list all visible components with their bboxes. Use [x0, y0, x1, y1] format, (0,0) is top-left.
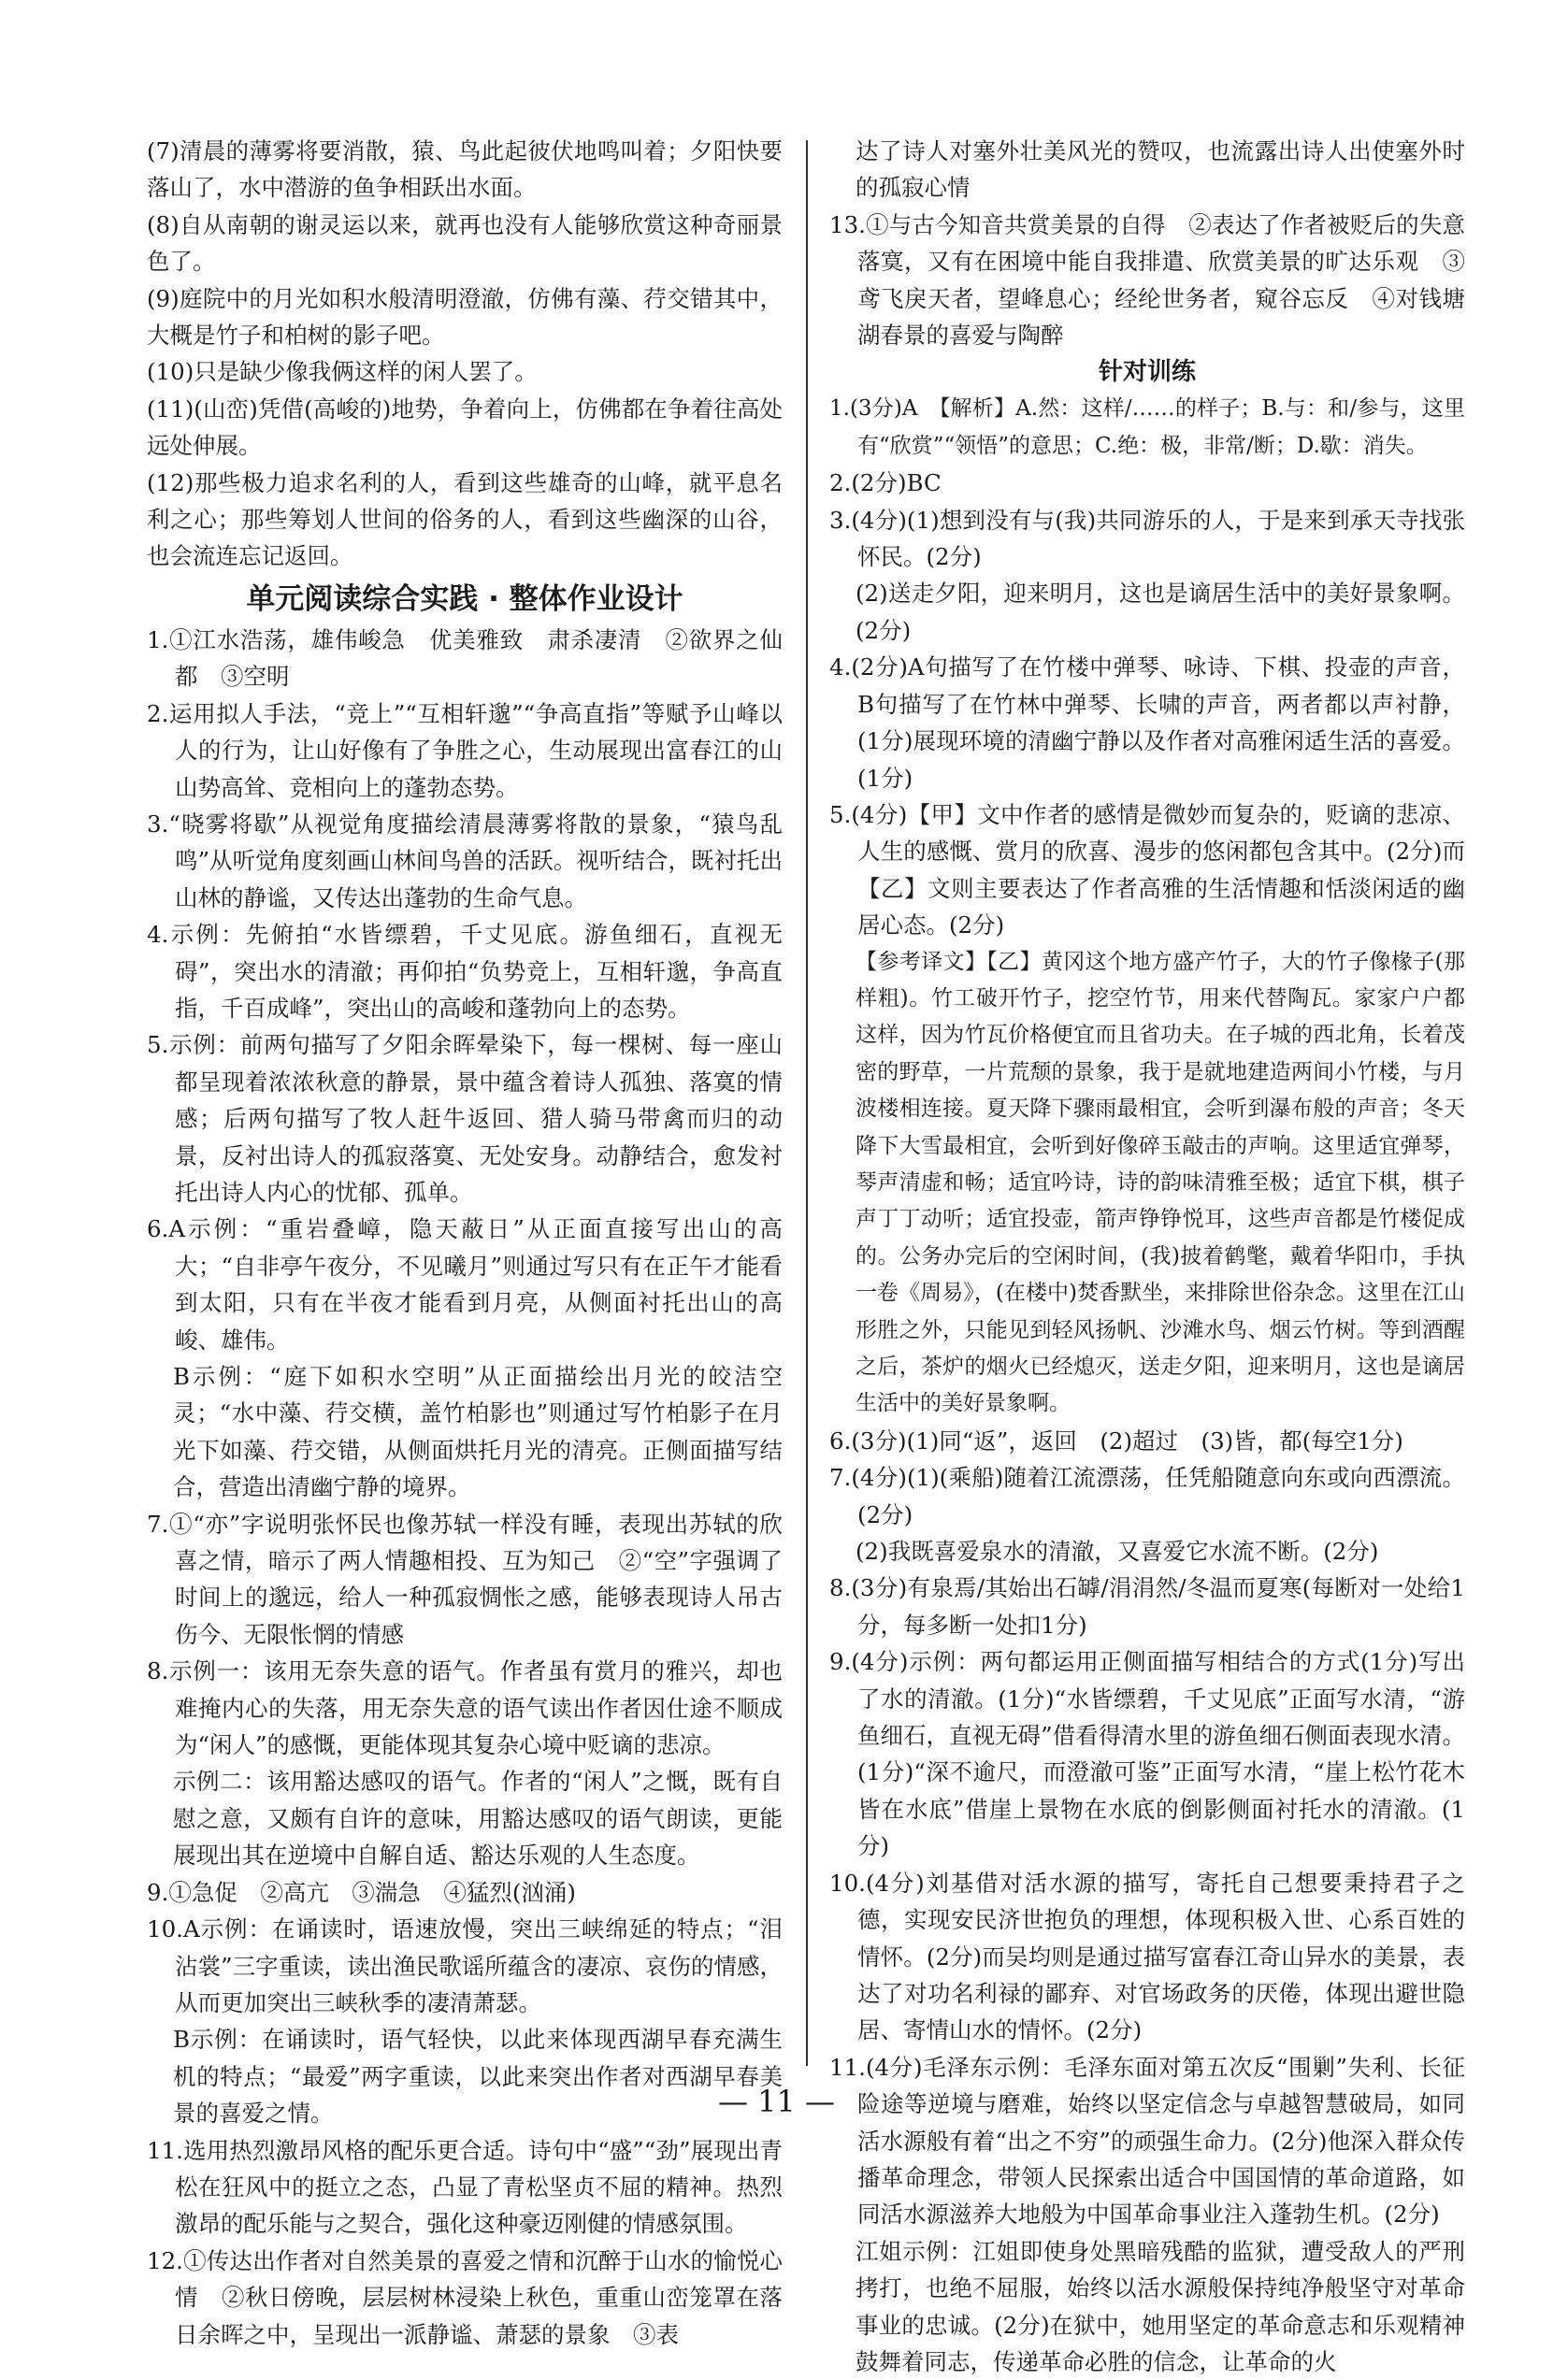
answer-paragraph: 2.运用拟人手法，“竞上”“互相轩邈”“争高直指”等赋予山峰以人的行为，让山好像有了争胜之心，生动展现出富春江的山山势高耸、竞相向上的蓬勃态势。: [147, 699, 783, 801]
left-column: [147, 133, 783, 2353]
answer-paragraph: 9.①急促 ②高亢 ③湍急 ④猛烈(汹涌): [147, 1878, 576, 1906]
answer-paragraph: 7.①“亦”字说明张怀民也像苏轼一样没有睡，表现出苏轼的欣喜之情，暗示了两人情趣相投、互为知己 ②“空”字强调了时间上的邈远，给人一种孤寂惆怅之感，能够表现诗人吊古伤今、无限怅惘的情感: [147, 1510, 783, 1648]
answer-paragraph: (9)庭院中的月光如积水般清明澄澈，仿佛有藻、荇交错其中，大概是竹子和柏树的影子吧。: [147, 284, 783, 350]
page-number: — 11 —: [717, 2084, 836, 2119]
answer-paragraph: 3.(4分)(1)想到没有与(我)共同游乐的人，于是来到承天寺找张怀民。(2分): [829, 506, 1465, 571]
answer-paragraph: (10)只是缺少像我俩这样的闲人罢了。: [147, 358, 538, 386]
answer-paragraph: 10.(4分)刘基借对活水源的描写，寄托自己想要秉持君子之德，实现安民济世抱负的理想，体现积极入世、心系百姓的情怀。(2分)而吴均则是通过描写富春江奇山异水的美景，表达了对功名利禄的鄙弃、对官场政务的厌倦，体现出避世隐居、寄情山水的情怀。(2分): [829, 1869, 1465, 2044]
answer-paragraph: 【参考译文】【乙】黄冈这个地方盛产竹子，大的竹子像椽子(那样粗)。竹工破开竹子，挖空竹节，用来代替陶瓦。家家户户都这样，因为竹瓦价格便宜而且省功夫。在子城的西北角，长着茂密的野草，一片荒颓的景象，我于是就地建造两间小竹楼，与月波楼相连接。夏天降下骤雨最相宜，会听到瀑布般的声音；冬天降下大雪最相宜，会听到好像碎玉敲击的声响。这里适宜弹琴，琴声清虚和畅；适宜吟诗，诗的韵味清雅至极；适宜下棋，棋子声丁丁动听；适宜投壶，箭声铮铮悦耳，这些声音都是竹楼促成的。公务办完后的空闲时间，(我)披着鹤氅，戴着华阳巾，手执一卷《周易》，(在楼中)焚香默坐，来排除世俗杂念。这里在江山形胜之外，只能见到轻风扬帆、沙滩水鸟、烟云竹树。等到酒醒之后，茶炉的烟火已经熄灭，送走夕阳，迎来明月，这也是谪居生活中的美好景象啊。: [856, 949, 1465, 1416]
answer-paragraph: 13.①与古今知音共赏美景的自得 ②表达了作者被贬后的失意落寞，又有在困境中能自我排遣、欣赏美景的旷达乐观 ③鸢飞戾天者，望峰息心；经纶世务者，窥谷忘反 ④对钱塘湖春景的喜爱与陶醉: [829, 210, 1465, 350]
answer-paragraph: 8.示例一：该用无奈失意的语气。作者虽有赏月的雅兴，却也难掩内心的失落，用无奈失意的语气读出作者因仕途不顺成为“闲人”的感慨，更能体现其复杂心境中贬谪的悲凉。: [147, 1657, 783, 1759]
section-heading: 单元阅读综合实践 · 整体作业设计: [246, 581, 683, 616]
column-divider: [806, 140, 808, 2066]
answer-paragraph: (2)我既喜爱泉水的清澈，又喜爱它水流不断。(2分): [856, 1538, 1379, 1566]
answer-paragraph: B示例：在诵读时，语气轻快，以此来体现西湖早春充满生机的特点；“最爱”两字重读，以此来突出作者对西湖早春美景的喜爱之情。: [173, 2026, 783, 2128]
answer-paragraph: 5.示例：前两句描写了夕阳余晖晕染下，每一棵树、每一座山都呈现着浓浓秋意的静景，景中蕴含着诗人孤独、落寞的情感；后两句描写了牧人赶牛返回、猎人骑马带禽而归的动景，反衬出诗人的孤寂落寞、无处安身。动静结合，愈发衬托出诗人内心的忧郁、孤单。: [147, 1031, 783, 1206]
section-heading: 针对训练: [1098, 358, 1196, 387]
answer-paragraph: 1.①江水浩荡，雄伟峻急 优美雅致 肃杀凄清 ②欲界之仙都 ③空明: [147, 625, 783, 691]
answer-paragraph: 4.(2分)A句描写了在竹楼中弹琴、咏诗、下棋、投壶的声音，B句描写了在竹林中弹琴、长啸的声音，两者都以声衬静，(1分)展现环境的清幽宁静以及作者对高雅闲适生活的喜爱。(1分): [829, 653, 1465, 792]
answer-paragraph: 2.(2分)BC: [829, 469, 942, 497]
answer-paragraph: 8.(3分)有泉焉/其始出石罅/涓涓然/冬温而夏寒(每断对一处给1分，每多断一处扣1分): [829, 1574, 1465, 1639]
answer-paragraph: (12)那些极力追求名利的人，看到这些雄奇的山峰，就平息名利之心；那些筹划人世间的俗务的人，看到这些幽深的山谷，也会流连忘记返回。: [147, 468, 783, 570]
answer-paragraph: (11)(山峦)凭借(高峻的)地势，争着向上，仿佛都在争着往高处远处伸展。: [147, 394, 783, 460]
answer-paragraph: 11.(4分)毛泽东示例：毛泽东面对第五次反“围剿”失利、长征险途等逆境与磨难，始终以坚定信念与卓越智慧破局，如同活水源般有着“出之不穷”的顽强生命力。(2分)他深入群众传播革命理念，带领人民探索出适合中国国情的革命道路，如同活水源滋养大地般为中国革命事业注入蓬勃生机。(2分): [829, 2053, 1465, 2229]
answer-paragraph: 10.A示例：在诵读时，语速放慢，突出三峡绵延的特点；“泪沾裳”三字重读，读出渔民歌谣所蕴含的凄凉、哀伤的情感，从而更加突出三峡秋季的凄清萧瑟。: [147, 1915, 783, 2016]
answer-paragraph: 4.示例：先俯拍“水皆缥碧，千丈见底。游鱼细石，直视无碍”，突出水的清澈；再仰拍“负势竞上，互相轩邈，争高直指，千百成峰”，突出山的高峻和蓬勃向上的态势。: [147, 921, 783, 1022]
answer-paragraph: (7)清晨的薄雾将要消散，猿、鸟此起彼伏地鸣叫着；夕阳快要落山了，水中潜游的鱼争相跃出水面。: [147, 137, 783, 202]
answer-paragraph: 示例二：该用豁达感叹的语气。作者的“闲人”之慨，既有自慰之意，又颇有自许的意味，用豁达感叹的语气朗读，更能展现出其在逆境中自解自适、豁达乐观的人生态度。: [173, 1768, 783, 1870]
answer-paragraph: 达了诗人对塞外壮美风光的赞叹，也流露出诗人出使塞外时的孤寂心情: [856, 137, 1465, 202]
answer-paragraph: (8)自从南朝的谢灵运以来，就再也没有人能够欣赏这种奇丽景色了。: [147, 210, 783, 276]
answer-paragraph: 9.(4分)示例：两句都运用正侧面描写相结合的方式(1分)写出了水的清澈。(1分)“水皆缥碧，千丈见底”正面写水清，“游鱼细石，直视无碍”借看得清水里的游鱼细石侧面表现水清。(1分)“深不逾尺，而澄澈可鉴”正面写水清，“崖上松竹花木皆在水底”借崖上景物在水底的倒影侧面衬托水的清澈。(1分): [829, 1648, 1465, 1860]
answer-paragraph: 江姐示例：江姐即使身处黑暗残酷的监狱，遭受敌人的严刑拷打，也绝不屈服，始终以活水源般保持纯净般坚守对革命事业的忠诚。(2分)在狱中，她用坚定的革命意志和乐观精神鼓舞着同志，传递革命必胜的信念，让革命的火: [856, 2237, 1465, 2375]
answer-paragraph: 12.①传达出作者对自然美景的喜爱之情和沉醉于山水的愉悦心情 ②秋日傍晚，层层树林浸染上秋色，重重山峦笼罩在落日余晖之中，呈现出一派静谧、萧瑟的景象 ③表: [147, 2246, 783, 2348]
answer-paragraph: B示例：“庭下如积水空明”从正面描绘出月光的皎洁空灵；“水中藻、荇交横，盖竹柏影也”则通过写竹柏影子在月光下如藻、荇交错，从侧面烘托月光的清亮。正侧面描写结合，营造出清幽宁静的境界。: [173, 1363, 783, 1501]
answer-paragraph: 11.选用热烈激昂风格的配乐更合适。诗句中“盛”“劲”展现出青松在狂风中的挺立之态，凸显了青松坚贞不屈的精神。热烈激昂的配乐能与之契合，强化这种豪迈刚健的情感氛围。: [147, 2136, 783, 2238]
answer-paragraph: 6.A示例：“重岩叠嶂，隐天蔽日”从正面直接写出山的高大；“自非亭午夜分，不见曦月”则通过写只有在正午才能看到太阳，只有在半夜才能看到月亮，从侧面衬托出山的高峻、雄伟。: [147, 1215, 783, 1354]
answer-paragraph: 6.(3分)(1)同“返”，返回 (2)超过 (3)皆，都(每空1分): [829, 1427, 1403, 1455]
answer-paragraph: 1.(3分)A 【解析】A.然：这样/……的样子；B.与：和/参与，这里有“欣赏”“领悟”的意思；C.绝：极，非常/断；D.歇：消失。: [829, 396, 1465, 458]
answer-paragraph: 3.“晓雾将歇”从视觉角度描绘清晨薄雾将散的景象，“猿鸟乱鸣”从听觉角度刻画山林间鸟兽的活跃。视听结合，既衬托出山林的静谧，又传达出蓬勃的生命气息。: [147, 810, 783, 911]
right-column: [829, 133, 1465, 2380]
answer-paragraph: 7.(4分)(1)(乘船)随着江流漂荡，任凭船随意向东或向西漂流。(2分): [829, 1464, 1465, 1528]
answer-paragraph: (2)送走夕阳，迎来明月，这也是谪居生活中的美好景象啊。(2分): [856, 580, 1465, 644]
answer-paragraph: 5.(4分)【甲】文中作者的感情是微妙而复杂的，贬谪的悲凉、人生的感慨、赏月的欣喜、漫步的悠闲都包含其中。(2分)而【乙】文则主要表达了作者高雅的生活情趣和恬淡闲适的幽居心态。(2分): [829, 800, 1465, 939]
